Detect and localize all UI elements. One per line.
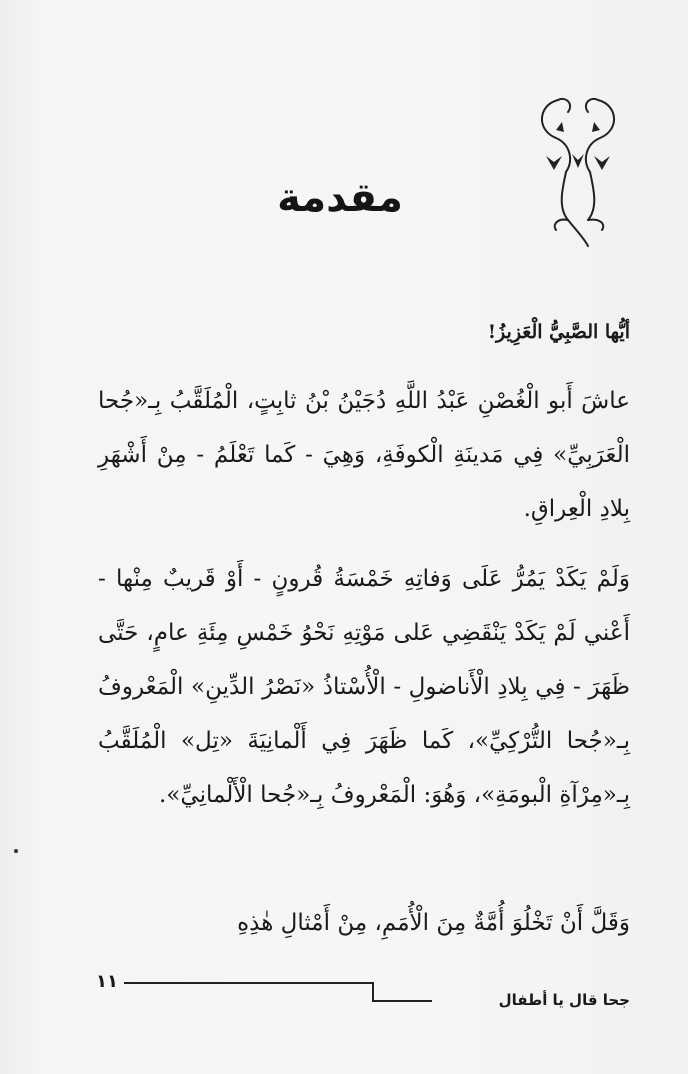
- floral-ornament-icon: [528, 90, 628, 250]
- paragraph-3: وَقَلَّ أَنْ تَخْلُوَ أُمَّةٌ مِنَ الْأُمَمِ، مِنْ أَمْثالِ هٰذِهِ: [237, 910, 630, 936]
- page-number: ١١: [96, 971, 118, 992]
- salutation-heading: أيُّها الصَّبِيُّ الْعَزِيزُ!: [487, 321, 630, 343]
- margin-mark: [14, 849, 18, 853]
- paragraph-2: وَلَمْ يَكَدْ يَمُرُّ عَلَى وَفاتِهِ خَمْسَةُ قُرونٍ - أَوْ قَريبٌ مِنْها - أَعْني لَمْ يَكَدْ يَنْقَضِي عَلى مَوْتِهِ نَحْوُ خَمْسِ مِئَةِ عامٍ، حَتَّى ظَهَرَ - فِي بِلادِ الْأَناضولِ - الْأُسْتاذُ «نَصْرُ الدِّينِ» الْمَعْروفُ بِـ«جُحا التُّرْكِيِّ»، كَما ظَهَرَ فِي أَلْمانِيَةَ «تِل» الْمُلَقَّبُ بِـ«مِرْآةِ الْبومَةِ»، وَهُوَ: الْمَعْروفُ بِـ«جُحا الْأَلْمانِيِّ».: [98, 566, 630, 808]
- footer-rule: [124, 982, 374, 1004]
- paragraph-1: عاشَ أَبو الْغُصْنِ عَبْدُ اللَّهِ دُجَيْنُ بْنُ ثابِتٍ، الْمُلَقَّبُ بِـ«جُحا الْعَرَبِيِّ» فِي مَدينَةِ الْكوفَةِ، وَهِيَ - كَما تَعْلَمُ - مِنْ أَشْهَرِ بِلادِ الْعِراقِ.: [98, 388, 630, 522]
- chapter-title: مقدمة: [277, 175, 403, 221]
- running-book-title: جحا قال يا أطفال: [498, 991, 630, 1009]
